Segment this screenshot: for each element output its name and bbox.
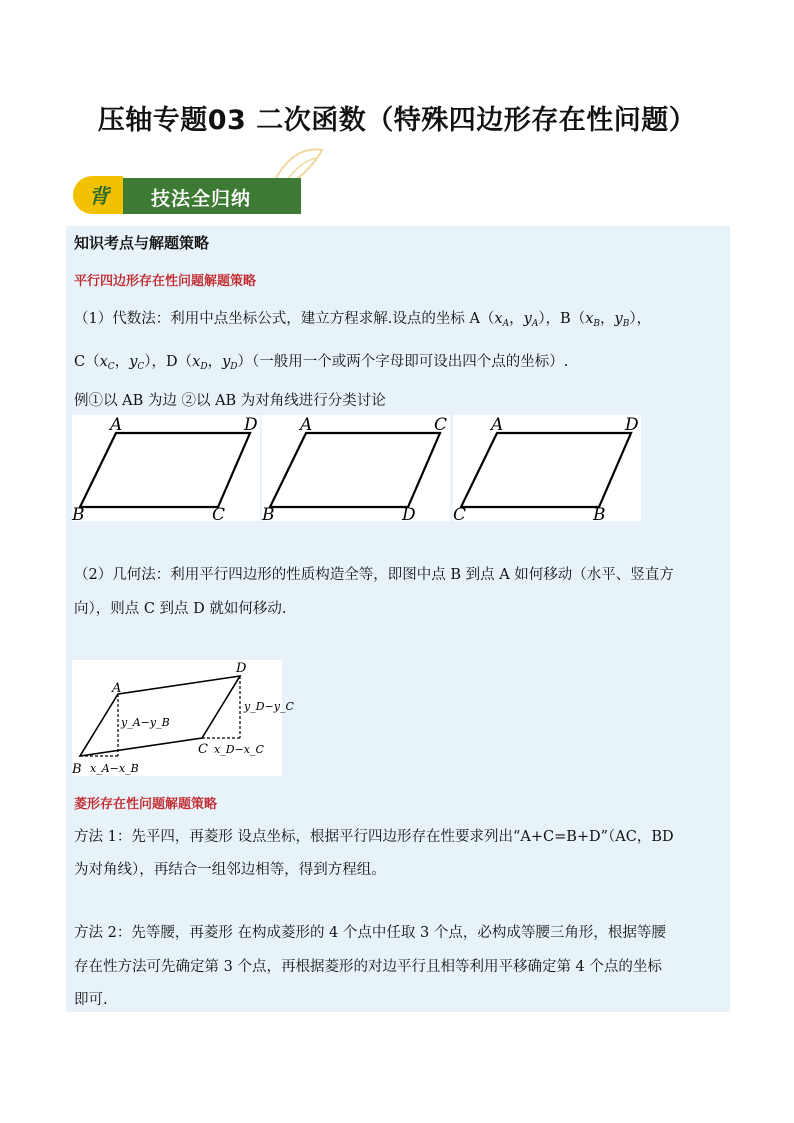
section-heading: 知识考点与解题策略 [74, 234, 210, 252]
page-title: 压轴专题03 二次函数（特殊四边形存在性问题） [97, 105, 697, 136]
section-banner [73, 176, 301, 216]
parallelogram-shape-3 [461, 433, 631, 507]
coord-sub-c2: C [137, 362, 145, 372]
coord-sub-d: D [200, 362, 208, 372]
fig1-top-left: A [110, 415, 123, 435]
shift-parallelogram-figure [72, 660, 294, 777]
fig3-top-right: D [625, 415, 639, 435]
rhombus-method1-line1: 方法 1：先平四，再菱形 设点坐标，根据平行四边形存在性要求列出“A+C=B+D”（AC，BD [74, 829, 674, 845]
coord-ya: y [523, 311, 532, 327]
fig2-top-left: A [300, 415, 313, 435]
coord-sub-d2: D [230, 362, 238, 372]
rhombus-method2-line3: 即可. [74, 992, 108, 1008]
coord-yd: y [222, 354, 231, 370]
rhombus-method2-line2: 存在性方法可先确定第 3 个点，再根据菱形的对边平行且相等利用平移确定第 4 个点的坐标 [74, 959, 662, 975]
fig3-bottom-left: C [453, 505, 467, 525]
parallelogram-figure-1 [72, 415, 260, 525]
coord-xb: x [585, 311, 594, 327]
rhombus-method2-line1: 方法 2：先等腰，再菱形 在构成菱形的 4 个点中任取 3 个点，必构成等腰三角形，根据等腰 [74, 925, 666, 941]
fig2-top-right: C [434, 415, 448, 435]
fig2-bottom-right: D [402, 505, 416, 525]
coord-sub-a: A [502, 319, 510, 329]
fig2-bottom-left: B [262, 505, 275, 525]
parallelogram-figure-3 [453, 415, 641, 525]
fig3-top-left: A [491, 415, 504, 435]
coord-yb: y [614, 311, 623, 327]
method2-line1: （2）几何法：利用平行四边形的性质构造全等，即图中点 B 到点 A 如何移动（水平、竖直方 [74, 567, 674, 583]
parallelogram-figure-2 [262, 415, 450, 525]
rhombus-method1-line2: 为对角线），再结合一组邻边相等，得到方程组。 [74, 862, 386, 878]
coord-sub-b2: B [622, 319, 630, 329]
shift-label-b: B [72, 762, 82, 777]
banner-badge-label: 背 [89, 184, 109, 208]
method1-line1: （1）代数法：利用中点坐标公式，建立方程求解.设点的坐标 $A(x_A$，$y_A$），$B(x_B$，$y_B$）， [74, 311, 652, 329]
method2-line2: 向），则点 C 到点 D 就如何移动. [74, 601, 287, 617]
coord-xc: x [99, 354, 108, 370]
parallelogram-heading: 平行四边形存在性问题解题策略 [74, 274, 257, 289]
coord-xa: x [494, 311, 503, 327]
rhombus-heading: 菱形存在性问题解题策略 [74, 797, 218, 812]
shift-label-a: A [112, 681, 122, 696]
coord-xd: x [192, 354, 201, 370]
shift-label-xd-xc: x_D−x_C [214, 743, 264, 756]
method1-line2-tail: （一般用一个或两个字母即可设出四个点的坐标）. [252, 354, 569, 370]
parallelogram-shape-1 [80, 433, 250, 507]
shift-label-xa-xb: x_A−x_B [90, 762, 139, 775]
fig3-bottom-right: B [593, 505, 606, 525]
fig1-bottom-left: B [72, 505, 85, 525]
content-panel [66, 226, 730, 1012]
fig1-bottom-right: C [212, 505, 226, 525]
shift-label-yd-yc: y_D−y_C [244, 700, 294, 713]
fig1-top-right: D [244, 415, 258, 435]
method1-line1-text: （1）代数法：利用中点坐标公式，建立方程求解.设点的坐标 A（ [74, 311, 495, 327]
shift-label-d: D [236, 661, 247, 676]
parallelogram-shape-2 [270, 433, 440, 507]
coord-sub-b: B [593, 319, 601, 329]
method1-line2: $C(x_C$，$y_C$），$D(x_D$，$y_D$）（一般用一个或两个字母即可设出四个点的坐标）. [74, 354, 569, 372]
banner-title: 技法全归纳 [151, 188, 252, 210]
coord-sub-a2: A [531, 319, 539, 329]
shift-label-c: C [198, 742, 208, 757]
shift-label-ya-yb: y_A−y_B [121, 716, 170, 729]
coord-yc: y [129, 354, 138, 370]
example-line: 例①以 AB 为边 ②以 AB 为对角线进行分类讨论 [74, 393, 386, 409]
coord-sub-c: C [107, 362, 115, 372]
